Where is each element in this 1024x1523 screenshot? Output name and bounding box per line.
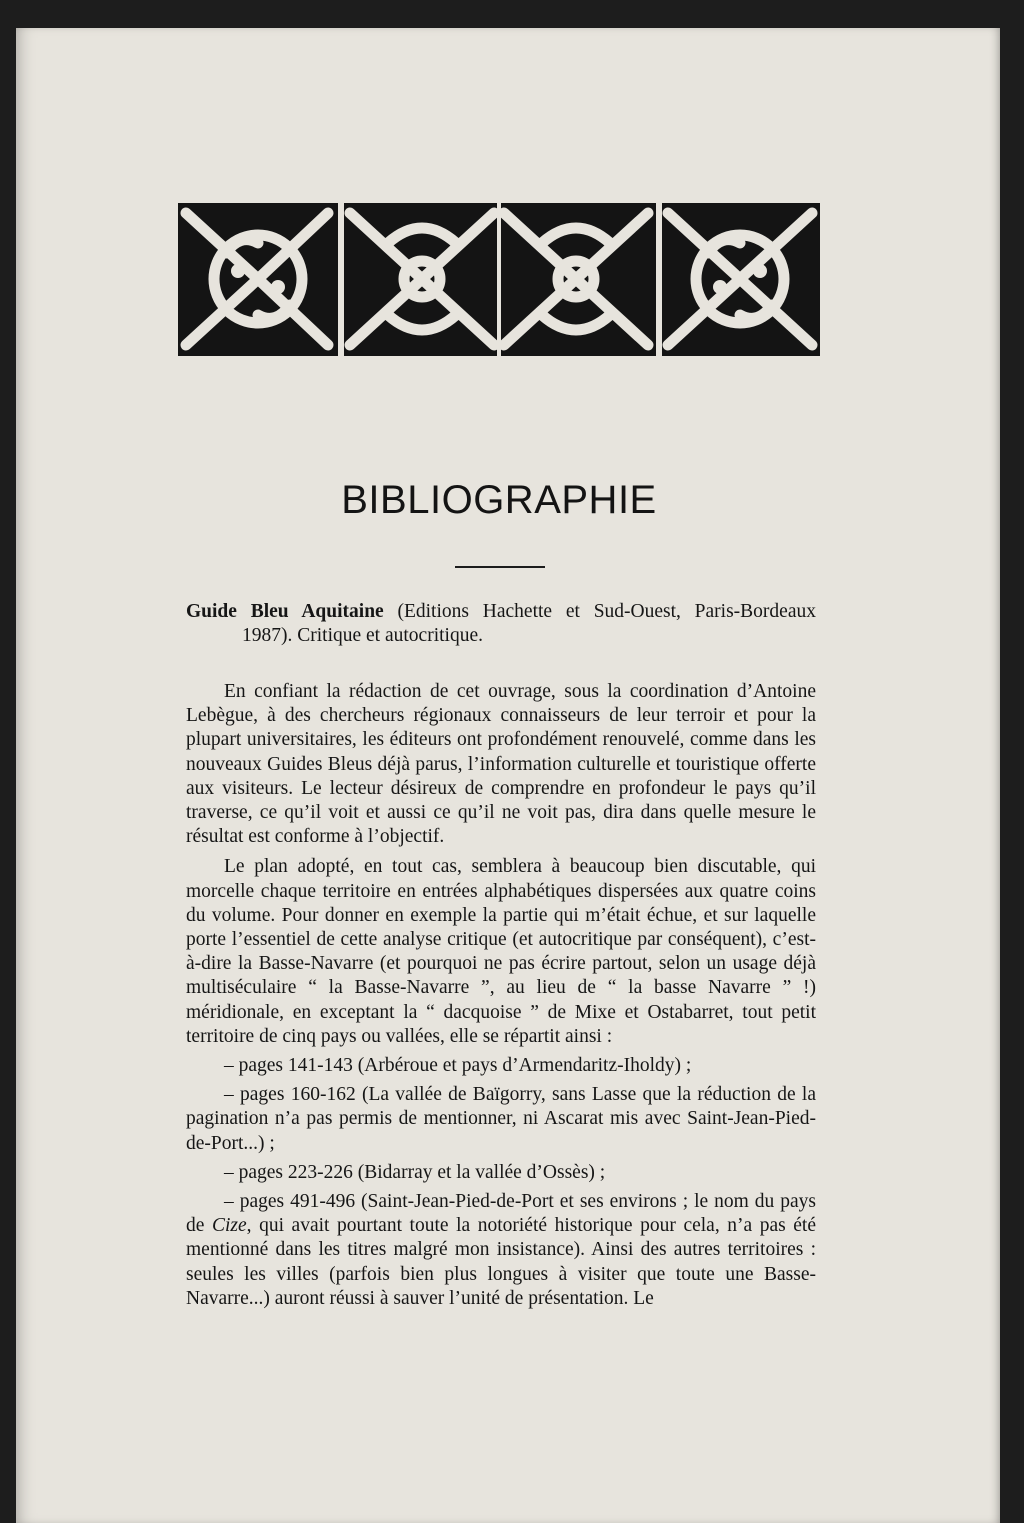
list-item-emphasis: Cize (211, 1215, 247, 1237)
basque-ornamental-frieze (178, 203, 820, 356)
list-item: – pages 141-143 (Arbéroue et pays d’Armendaritz-Iholdy) ; (224, 1055, 692, 1077)
reference-year: 1987). Critique et autocritique. (242, 625, 483, 647)
list-item-text: – pages 491-496 (Saint-Jean-Pied-de-Port et ses environs ; le nom du pays de (186, 1191, 816, 1237)
title-divider (455, 566, 545, 568)
page-title: BIBLIOGRAPHIE (341, 478, 657, 522)
reference-publisher: (Editions Hachette et Sud-Ouest, Paris-Bordeaux (383, 601, 816, 622)
list-item: – pages 223-226 (Bidarray et la vallée d’Ossès) ; (224, 1161, 606, 1183)
reference-book-title: Guide Bleu Aquitaine (186, 601, 384, 622)
review-body (186, 680, 816, 1311)
paragraph: Le plan adopté, en tout cas, semblera à beaucoup bien discutable, qui morcelle chaque territoire en entrées alphabétiques dispersées aux quatre coins du volume. Pour donner en exemple la partie qui m’était échue, et sur laquelle porte l’essentiel de cette analyse critique (et autocritique par conséquent), c’est-à-dire la Basse-Navarre (et pourquoi ne pas écrire partout, selon un usage déjà multiséculaire “ la Basse-Navarre ”, au lieu de “ la basse Navarre ” !) méridionale, en exceptant la “ dacquoise ” de Mixe et Ostabarret, tout petit territoire de cinq pays ou vallées, elle se répartit ainsi : (186, 856, 816, 1047)
list-item (186, 1190, 816, 1311)
list-item: – pages 160-162 (La vallée de Baïgorry, sans Lasse que la réduction de la pagination n’a pas permis de mentionner, ni Ascarat mis avec Saint-Jean-Pied-de-Port...) ; (186, 1084, 816, 1154)
list-item-text: , qui avait pourtant toute la notoriété historique pour cela, n’a pas été mentionné dans les titres malgré mon insistance). Ainsi des autres territoires : seules les villes (parfois bien plus longues à visiter que toute une Basse-Navarre...) auront réussi à sauver l’unité de présentation. Le (186, 1215, 817, 1309)
bibliographic-reference (186, 600, 816, 648)
paragraph: En confiant la rédaction de cet ouvrage, sous la coordination d’Antoine Lebègue, à des chercheurs régionaux connaisseurs de leur terroir et pour la plupart universitaires, les éditeurs ont profondément renouvelé, comme dans les nouveaux Guides Bleus déjà parus, l’information culturelle et touristique offerte aux visiteurs. Le lecteur désireux de comprendre en profondeur le pays qu’il traverse, ce qu’il voit et aussi ce qu’il ne voit pas, dira dans quelle mesure le résultat est conforme à l’objectif. (186, 681, 816, 848)
